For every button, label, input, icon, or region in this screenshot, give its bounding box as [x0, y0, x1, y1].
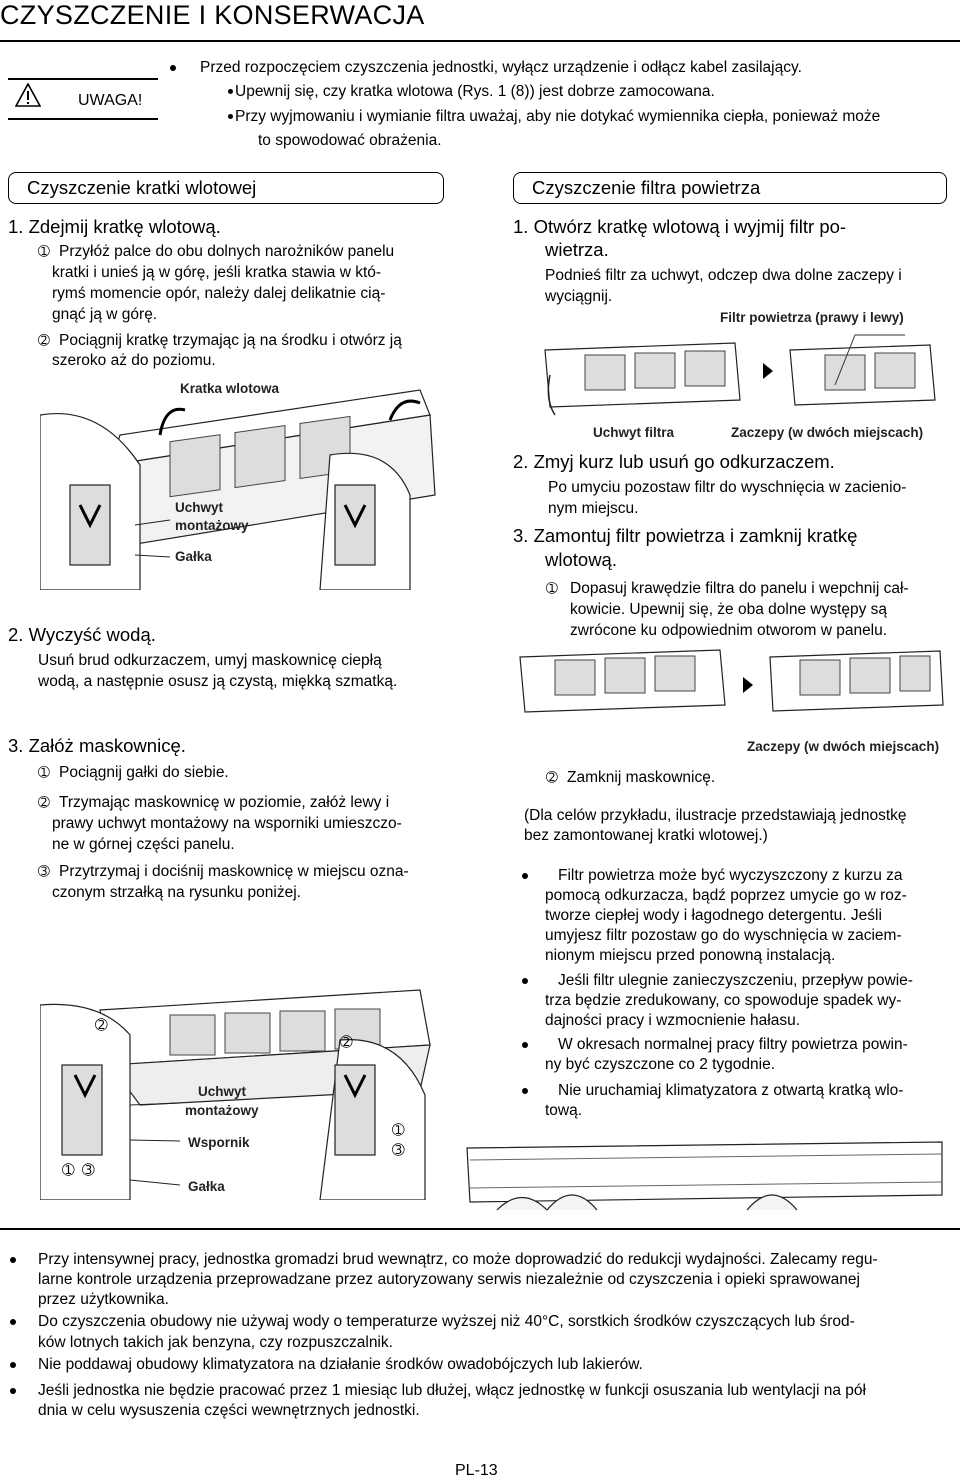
- step-text: wyciągnij.: [545, 288, 613, 305]
- figure-label: Kratka wlotowa: [180, 381, 280, 396]
- figure-mark: ➀: [62, 1161, 75, 1179]
- bullet-dot: [10, 1319, 16, 1325]
- step-heading: 1. Otwórz kratkę wlotową i wyjmij filtr po-: [513, 216, 847, 237]
- figure-label: Uchwyt: [198, 1084, 247, 1099]
- grille-install-illustration: [40, 985, 440, 1200]
- bullet-dot: [10, 1257, 16, 1263]
- bullet-text: Jeśli filtr ulegnie zanieczyszczeniu, przepływ powie-: [558, 972, 913, 989]
- bullet-text: Nie uruchamiaj klimatyzatora z otwartą kratką wlo-: [558, 1082, 904, 1099]
- grille-removal-illustration: [40, 375, 440, 590]
- bullet-text: trza będzie zredukowany, co spowoduje spadek wy-: [545, 992, 902, 1009]
- section-header-grille: Czyszczenie kratki wlotowej: [8, 172, 444, 204]
- bullet-text: tworze ciepłej wody i łagodnego detergentu. Jeśli: [545, 907, 882, 924]
- warning-item: Przy wyjmowaniu i wymianie filtra uważaj, aby nie dotykać wymiennika ciepła, ponieważ może: [235, 108, 881, 125]
- substep-marker: ➀: [546, 581, 558, 597]
- warning-item: Upewnij się, czy kratka wlotowa (Rys. 1 (8)) jest dobrze zamocowana.: [235, 83, 715, 100]
- footer-text: larne kontrole urządzenia przeprowadzane przez autoryzowany serwis niezależnie od czyszczenia i opieki sprawowanej: [38, 1271, 860, 1288]
- footer-text: Przy intensywnej pracy, jednostka gromadzi brud wewnątrz, co może doprowadzić do redukcji wydajności. Zalecamy regu-: [38, 1251, 878, 1268]
- figure-mark: ➁: [95, 1016, 108, 1034]
- step-heading: 2. Zmyj kurz lub usuń go odkurzaczem.: [513, 451, 835, 472]
- substep-text: Pociągnij kratkę trzymając ją na środku i otwórz ją: [59, 332, 402, 349]
- bullet-dot: [10, 1388, 16, 1394]
- filter-install-illustration: [515, 645, 945, 757]
- bullet-text: pomocą odkurzacza, bądź poprzez umycie go w roz-: [545, 887, 907, 904]
- bullet-text: ny być czyszczone co 2 tygodnie.: [545, 1056, 776, 1073]
- step-heading: wietrza.: [545, 239, 609, 260]
- bullet-dot: [522, 1088, 528, 1094]
- footer-text: Do czyszczenia obudowy nie używaj wody o temperaturze wyższej niż 40°C, sorstkich środków czyszczących lub środ-: [38, 1313, 855, 1330]
- substep-text: rymś momencie opór, należy dalej delikatnie cią-: [52, 285, 386, 302]
- filter-removal-illustration: [535, 305, 945, 445]
- step-text: Podnieś filtr za uchwyt, odczep dwa dolne zaczepy i: [545, 267, 902, 284]
- step-heading: 3. Zamontuj filtr powietrza i zamknij kratkę: [513, 525, 858, 546]
- figure-label: Zaczepy (w dwóch miejscach): [747, 739, 940, 754]
- footer-divider: [0, 1228, 960, 1230]
- figure-label: Gałka: [175, 549, 212, 564]
- substep-text: czonym strzałką na rysunku poniżej.: [52, 884, 301, 901]
- figure-label: Wspornik: [188, 1135, 250, 1150]
- footer-text: przez użytkownika.: [38, 1291, 169, 1308]
- substep-text: szeroko aż do poziomu.: [52, 352, 216, 369]
- substep-text: gnąć ją w górę.: [52, 306, 158, 323]
- note-text: (Dla celów przykładu, ilustracje przedstawiają jednostkę: [524, 807, 907, 824]
- page-title: CZYSZCZENIE I KONSERWACJA: [0, 0, 425, 30]
- substep-marker: ➁: [38, 795, 50, 811]
- bullet-dot: [10, 1362, 16, 1368]
- figure-label: Uchwyt: [175, 500, 224, 515]
- step-heading: wlotową.: [545, 549, 617, 570]
- figure-label: montażowy: [185, 1103, 259, 1118]
- bullet-dot: [228, 114, 233, 119]
- substep-text: Dopasuj krawędzie filtra do panelu i wepchnij cał-: [570, 580, 909, 597]
- warning-item: to spowodować obrażenia.: [258, 132, 442, 149]
- bullet-text: Filtr powietrza może być wyczyszczony z kurzu za: [558, 867, 903, 884]
- bullet-text: umyjesz filtr pozostaw go do wyschnięcia w zaciem-: [545, 927, 902, 944]
- bullet-text: tową.: [545, 1102, 583, 1119]
- bullet-text: nionym miejscu przed ponowną instalacją.: [545, 947, 836, 964]
- substep-text: prawy uchwyt montażowy na wsporniki umieszczo-: [52, 815, 402, 832]
- closing-grille-illustration: [462, 1140, 947, 1218]
- bullet-text: dajności pracy i wzmocnienie hałasu.: [545, 1012, 801, 1029]
- step-text: nym miejscu.: [548, 500, 639, 517]
- footer-text: ków lotnych takich jak benzyna, czy rozpuszczalnik.: [38, 1334, 393, 1351]
- figure-label: Filtr powietrza (prawy i lewy): [720, 310, 904, 325]
- warning-bottom-rule: [8, 118, 158, 120]
- substep-text: Zamknij maskownicę.: [567, 769, 716, 786]
- bullet-dot: [522, 1042, 528, 1048]
- substep-text: zwrócone ku odpowiednim otworom w panelu.: [570, 622, 888, 639]
- footer-text: Nie poddawaj obudowy klimatyzatora na działanie środków owadobójczych lub lakierów.: [38, 1356, 643, 1373]
- substep-text: Przytrzymaj i dociśnij maskownicę w miejscu ozna-: [59, 863, 409, 880]
- bullet-dot: [522, 873, 528, 879]
- substep-text: Trzymając maskownicę w poziomie, załóż lewy i: [59, 794, 390, 811]
- footer-text: Jeśli jednostka nie będzie pracować przez 1 miesiąc lub dłużej, włącz jednostkę w funkcji osuszania lub wentylacji na pół: [38, 1382, 866, 1399]
- substep-text: kratki i unieś ją w górę, jeśli kratka stawia w któ-: [52, 264, 382, 281]
- figure-mark: ➂: [392, 1141, 405, 1159]
- substep-marker: ➁: [38, 333, 50, 349]
- step-text: Po umyciu pozostaw filtr do wyschnięcia w zacienio-: [548, 479, 907, 496]
- substep-marker: ➁: [546, 770, 558, 786]
- title-divider: [0, 40, 960, 42]
- substep-text: Pociągnij gałki do siebie.: [59, 764, 229, 781]
- figure-label: Zaczepy (w dwóch miejscach): [731, 425, 924, 440]
- warning-top-rule: [8, 78, 158, 80]
- step-text: wodą, a następnie osusz ją czystą, miękką szmatką.: [38, 673, 398, 690]
- section-header-filter: Czyszczenie filtra powietrza: [513, 172, 947, 204]
- bullet-dot: [228, 89, 233, 94]
- step-heading: 3. Załóż maskownicę.: [8, 735, 186, 756]
- warning-item: Przed rozpoczęciem czyszczenia jednostki, wyłącz urządzenie i odłącz kabel zasilający.: [200, 59, 802, 76]
- figure-mark: ➂: [82, 1161, 95, 1179]
- bullet-text: W okresach normalnej pracy filtry powietrza powin-: [558, 1036, 908, 1053]
- substep-marker: ➀: [38, 244, 50, 260]
- note-text: bez zamontowanej kratki wlotowej.): [524, 827, 768, 844]
- figure-mark: ➀: [392, 1121, 405, 1139]
- bullet-dot: [522, 978, 528, 984]
- footer-text: dnia w celu wysuszenia części wewnętrznych jednostki.: [38, 1402, 420, 1419]
- warning-icon: [15, 83, 41, 107]
- step-heading: 2. Wyczyść wodą.: [8, 624, 156, 645]
- figure-label: Uchwyt filtra: [593, 425, 675, 440]
- figure-label: montażowy: [175, 518, 249, 533]
- bullet-dot: [170, 65, 176, 71]
- substep-text: Przyłóż palce do obu dolnych narożników panelu: [59, 243, 395, 260]
- warning-label: UWAGA!: [78, 92, 143, 109]
- page-number: PL-13: [455, 1462, 498, 1479]
- figure-mark: ➁: [340, 1033, 353, 1051]
- figure-label: Gałka: [188, 1179, 225, 1194]
- substep-marker: ➂: [38, 864, 50, 880]
- substep-marker: ➀: [38, 765, 50, 781]
- substep-text: ne w górnej części panelu.: [52, 836, 235, 853]
- step-text: Usuń brud odkurzaczem, umyj maskownicę ciepłą: [38, 652, 382, 669]
- step-heading: 1. Zdejmij kratkę wlotową.: [8, 216, 221, 237]
- substep-text: kowicie. Upewnij się, że oba dolne występy są: [570, 601, 888, 618]
